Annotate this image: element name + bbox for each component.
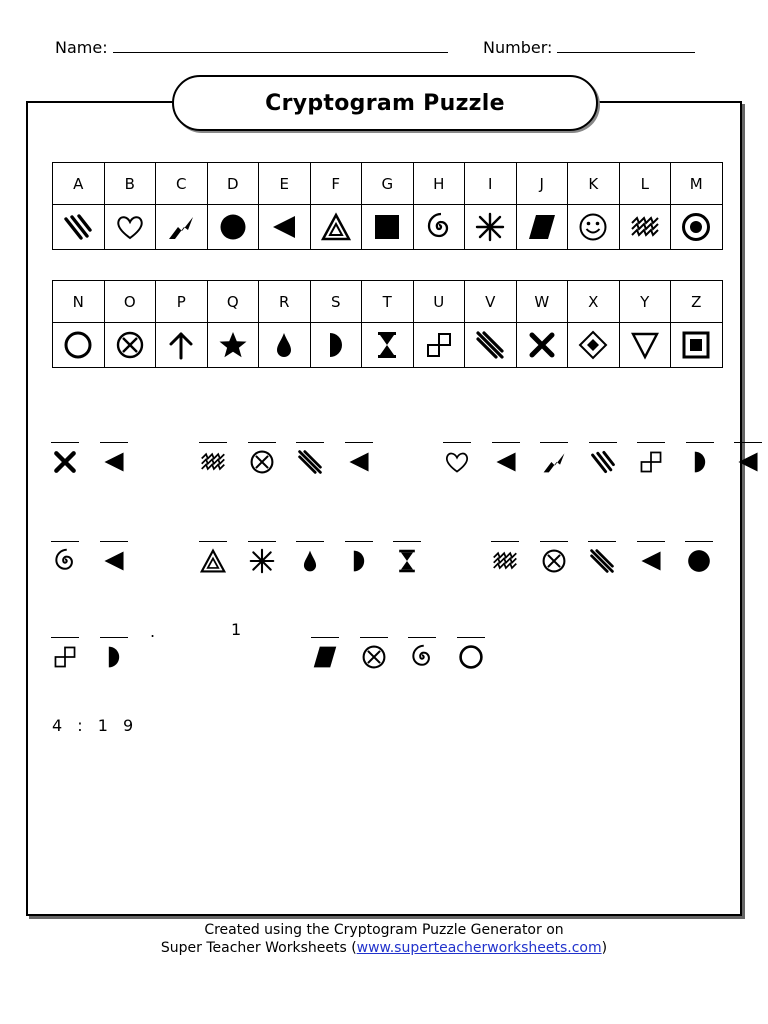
left-triangle-icon — [101, 548, 127, 574]
stepped-squares-icon — [52, 644, 78, 670]
puzzle-cell[interactable] — [99, 637, 129, 670]
key-symbol-n — [53, 323, 105, 368]
ring-icon — [458, 644, 484, 670]
left-triangle-icon — [493, 449, 519, 475]
puzzle-cell[interactable] — [442, 442, 472, 475]
punct-one: 1 — [231, 620, 242, 639]
puzzle-cell[interactable] — [587, 541, 617, 574]
smiley-icon — [578, 212, 608, 242]
key-letter-l: L — [619, 163, 671, 205]
key-symbol-l — [619, 205, 671, 250]
hourglass-icon — [394, 548, 420, 574]
cipher-key-table-a-m — [52, 162, 723, 250]
key-letter-z: Z — [671, 281, 723, 323]
key-symbol-t — [362, 323, 414, 368]
left-triangle-icon — [101, 449, 127, 475]
puzzle-cell[interactable] — [588, 442, 618, 475]
key-symbol-k — [568, 205, 620, 250]
key-symbol-c — [156, 205, 208, 250]
diagonal-stripes-icon — [589, 548, 615, 574]
key-symbol-j — [516, 205, 568, 250]
key-symbol-z — [671, 323, 723, 368]
filled-circle-icon — [686, 548, 712, 574]
answer-blank[interactable] — [637, 442, 665, 443]
heart-outline-icon — [444, 449, 470, 475]
puzzle-cell[interactable] — [198, 442, 228, 475]
number-blank[interactable] — [557, 38, 695, 53]
left-triangle-icon — [638, 548, 664, 574]
key-symbol-a — [53, 205, 105, 250]
key-letter-d: D — [207, 163, 259, 205]
spiral-icon — [52, 548, 78, 574]
lightning-icon — [541, 449, 567, 475]
triple-slash-icon — [63, 212, 93, 242]
answer-blank[interactable] — [345, 442, 373, 443]
name-blank[interactable] — [113, 38, 448, 53]
puzzle-cell[interactable] — [685, 442, 715, 475]
bold-x-icon — [52, 449, 78, 475]
left-triangle-icon — [346, 449, 372, 475]
puzzle-cell[interactable] — [247, 541, 277, 574]
answer-blank[interactable] — [686, 442, 714, 443]
key-symbol-f — [310, 205, 362, 250]
answer-blank[interactable] — [296, 541, 324, 542]
nested-triangle-icon — [200, 548, 226, 574]
answer-blank[interactable] — [408, 637, 436, 638]
key-symbol-o — [104, 323, 156, 368]
key-symbol-u — [413, 323, 465, 368]
answer-blank[interactable] — [637, 541, 665, 542]
puzzle-cell[interactable] — [99, 442, 129, 475]
answer-blank[interactable] — [734, 442, 762, 443]
answer-blank[interactable] — [296, 442, 324, 443]
footer-line-2 — [0, 939, 768, 957]
bullseye-icon — [681, 212, 711, 242]
puzzle-cell[interactable] — [359, 637, 389, 670]
asterisk-icon — [249, 548, 275, 574]
spiral-icon — [424, 212, 454, 242]
half-circle-icon — [687, 449, 713, 475]
title-banner — [172, 75, 598, 131]
key-symbol-d — [207, 205, 259, 250]
number-field — [483, 38, 695, 57]
key-letter-r: R — [259, 281, 311, 323]
answer-blank[interactable] — [51, 541, 79, 542]
half-circle-icon — [321, 330, 351, 360]
puzzle-cell[interactable] — [539, 541, 569, 574]
clue-numbers: 4 : 1 9 — [52, 716, 134, 735]
key-letter-a: A — [53, 163, 105, 205]
star-icon — [218, 330, 248, 360]
up-arrow-icon — [166, 330, 196, 360]
parallelogram-icon — [527, 212, 557, 242]
key-letter-m: M — [671, 163, 723, 205]
square-in-square-icon — [681, 330, 711, 360]
left-triangle-icon — [735, 449, 761, 475]
puzzle-cell[interactable] — [392, 541, 422, 574]
punct-period: . — [150, 622, 156, 641]
puzzle-cell[interactable] — [50, 442, 80, 475]
puzzle-cell[interactable] — [198, 541, 228, 574]
number-label: Number: — [483, 38, 553, 57]
puzzle-cell[interactable] — [50, 637, 80, 670]
puzzle-cell[interactable] — [491, 442, 521, 475]
cipher-key-table-n-z — [52, 280, 723, 368]
puzzle-cell[interactable] — [310, 637, 340, 670]
name-field — [55, 38, 448, 57]
footer-line-1: Created using the Cryptogram Puzzle Generator on — [204, 922, 564, 938]
key-symbol-w — [516, 323, 568, 368]
puzzle-cell[interactable] — [456, 637, 486, 670]
key-symbol-g — [362, 205, 414, 250]
droplet-icon — [297, 548, 323, 574]
answer-blank[interactable] — [248, 541, 276, 542]
answer-blank[interactable] — [589, 442, 617, 443]
filled-circle-icon — [218, 212, 248, 242]
key-letter-c: C — [156, 163, 208, 205]
diagonal-stripes-icon — [297, 449, 323, 475]
key-letter-j: J — [516, 163, 568, 205]
circled-x-icon — [361, 644, 387, 670]
key-symbol-q — [207, 323, 259, 368]
key-symbol-m — [671, 205, 723, 250]
answer-blank[interactable] — [248, 442, 276, 443]
puzzle-cell[interactable] — [247, 442, 277, 475]
puzzle-cell[interactable] — [99, 541, 129, 574]
wave-lines-icon — [492, 548, 518, 574]
key-letter-x: X — [568, 281, 620, 323]
puzzle-cell[interactable] — [636, 541, 666, 574]
key-letter-h: H — [413, 163, 465, 205]
down-triangle-icon — [630, 330, 660, 360]
key-letter-s: S — [310, 281, 362, 323]
spiral-icon — [409, 644, 435, 670]
circled-x-icon — [249, 449, 275, 475]
left-triangle-icon — [269, 212, 299, 242]
answer-blank[interactable] — [311, 637, 339, 638]
answer-blank[interactable] — [588, 541, 616, 542]
heart-outline-icon — [115, 212, 145, 242]
key-letter-o: O — [104, 281, 156, 323]
hourglass-icon — [372, 330, 402, 360]
key-symbol-y — [619, 323, 671, 368]
puzzle-cell[interactable] — [50, 541, 80, 574]
asterisk-icon — [475, 212, 505, 242]
answer-blank[interactable] — [540, 442, 568, 443]
key-letter-y: Y — [619, 281, 671, 323]
bold-x-icon — [527, 330, 557, 360]
answer-blank[interactable] — [457, 637, 485, 638]
key-letter-p: P — [156, 281, 208, 323]
diagonal-stripes-icon — [475, 330, 505, 360]
answer-blank[interactable] — [393, 541, 421, 542]
puzzle-cell[interactable] — [295, 541, 325, 574]
answer-blank[interactable] — [199, 541, 227, 542]
nested-triangle-icon — [321, 212, 351, 242]
answer-blank[interactable] — [685, 541, 713, 542]
puzzle-cell[interactable] — [539, 442, 569, 475]
key-symbol-v — [465, 323, 517, 368]
answer-blank[interactable] — [360, 637, 388, 638]
key-symbol-p — [156, 323, 208, 368]
key-letter-n: N — [53, 281, 105, 323]
ring-icon — [63, 330, 93, 360]
key-symbol-s — [310, 323, 362, 368]
wave-lines-icon — [630, 212, 660, 242]
key-letter-f: F — [310, 163, 362, 205]
key-letter-v: V — [465, 281, 517, 323]
half-circle-icon — [101, 644, 127, 670]
puzzle-cell[interactable] — [636, 442, 666, 475]
key-letter-t: T — [362, 281, 414, 323]
droplet-icon — [269, 330, 299, 360]
answer-blank[interactable] — [100, 442, 128, 443]
circled-x-icon — [115, 330, 145, 360]
key-symbol-e — [259, 205, 311, 250]
answer-blank[interactable] — [51, 637, 79, 638]
answer-blank[interactable] — [443, 442, 471, 443]
answer-blank[interactable] — [199, 442, 227, 443]
key-letter-u: U — [413, 281, 465, 323]
key-symbol-r — [259, 323, 311, 368]
half-circle-icon — [346, 548, 372, 574]
answer-blank[interactable] — [51, 442, 79, 443]
answer-blank[interactable] — [491, 541, 519, 542]
footer-suffix: ) — [601, 940, 608, 956]
footer — [0, 921, 768, 957]
puzzle-cell[interactable] — [295, 442, 325, 475]
key-letter-g: G — [362, 163, 414, 205]
wave-lines-icon — [200, 449, 226, 475]
key-symbol-i — [465, 205, 517, 250]
page-title: Cryptogram Puzzle — [265, 90, 505, 116]
key-letter-w: W — [516, 281, 568, 323]
stepped-squares-icon — [424, 330, 454, 360]
puzzle-cell[interactable] — [733, 442, 763, 475]
footer-link[interactable]: www.superteacherworksheets.com — [356, 940, 602, 956]
circled-x-icon — [541, 548, 567, 574]
filled-square-icon — [372, 212, 402, 242]
answer-blank[interactable] — [540, 541, 568, 542]
answer-blank[interactable] — [100, 541, 128, 542]
key-symbol-b — [104, 205, 156, 250]
key-symbol-h — [413, 205, 465, 250]
puzzle-cell[interactable] — [490, 541, 520, 574]
puzzle-cell[interactable] — [344, 442, 374, 475]
puzzle-cell[interactable] — [407, 637, 437, 670]
key-letter-k: K — [568, 163, 620, 205]
lightning-icon — [166, 212, 196, 242]
name-label: Name: — [55, 38, 108, 57]
answer-blank[interactable] — [492, 442, 520, 443]
key-letter-e: E — [259, 163, 311, 205]
key-letter-i: I — [465, 163, 517, 205]
answer-blank[interactable] — [100, 637, 128, 638]
key-letter-b: B — [104, 163, 156, 205]
diamond-in-diamond-icon — [578, 330, 608, 360]
key-symbol-x — [568, 323, 620, 368]
parallelogram-icon — [312, 644, 338, 670]
answer-blank[interactable] — [345, 541, 373, 542]
footer-prefix: Super Teacher Worksheets ( — [160, 940, 357, 956]
key-letter-q: Q — [207, 281, 259, 323]
puzzle-cell[interactable] — [344, 541, 374, 574]
triple-slash-icon — [590, 449, 616, 475]
stepped-squares-icon — [638, 449, 664, 475]
puzzle-cell[interactable] — [684, 541, 714, 574]
